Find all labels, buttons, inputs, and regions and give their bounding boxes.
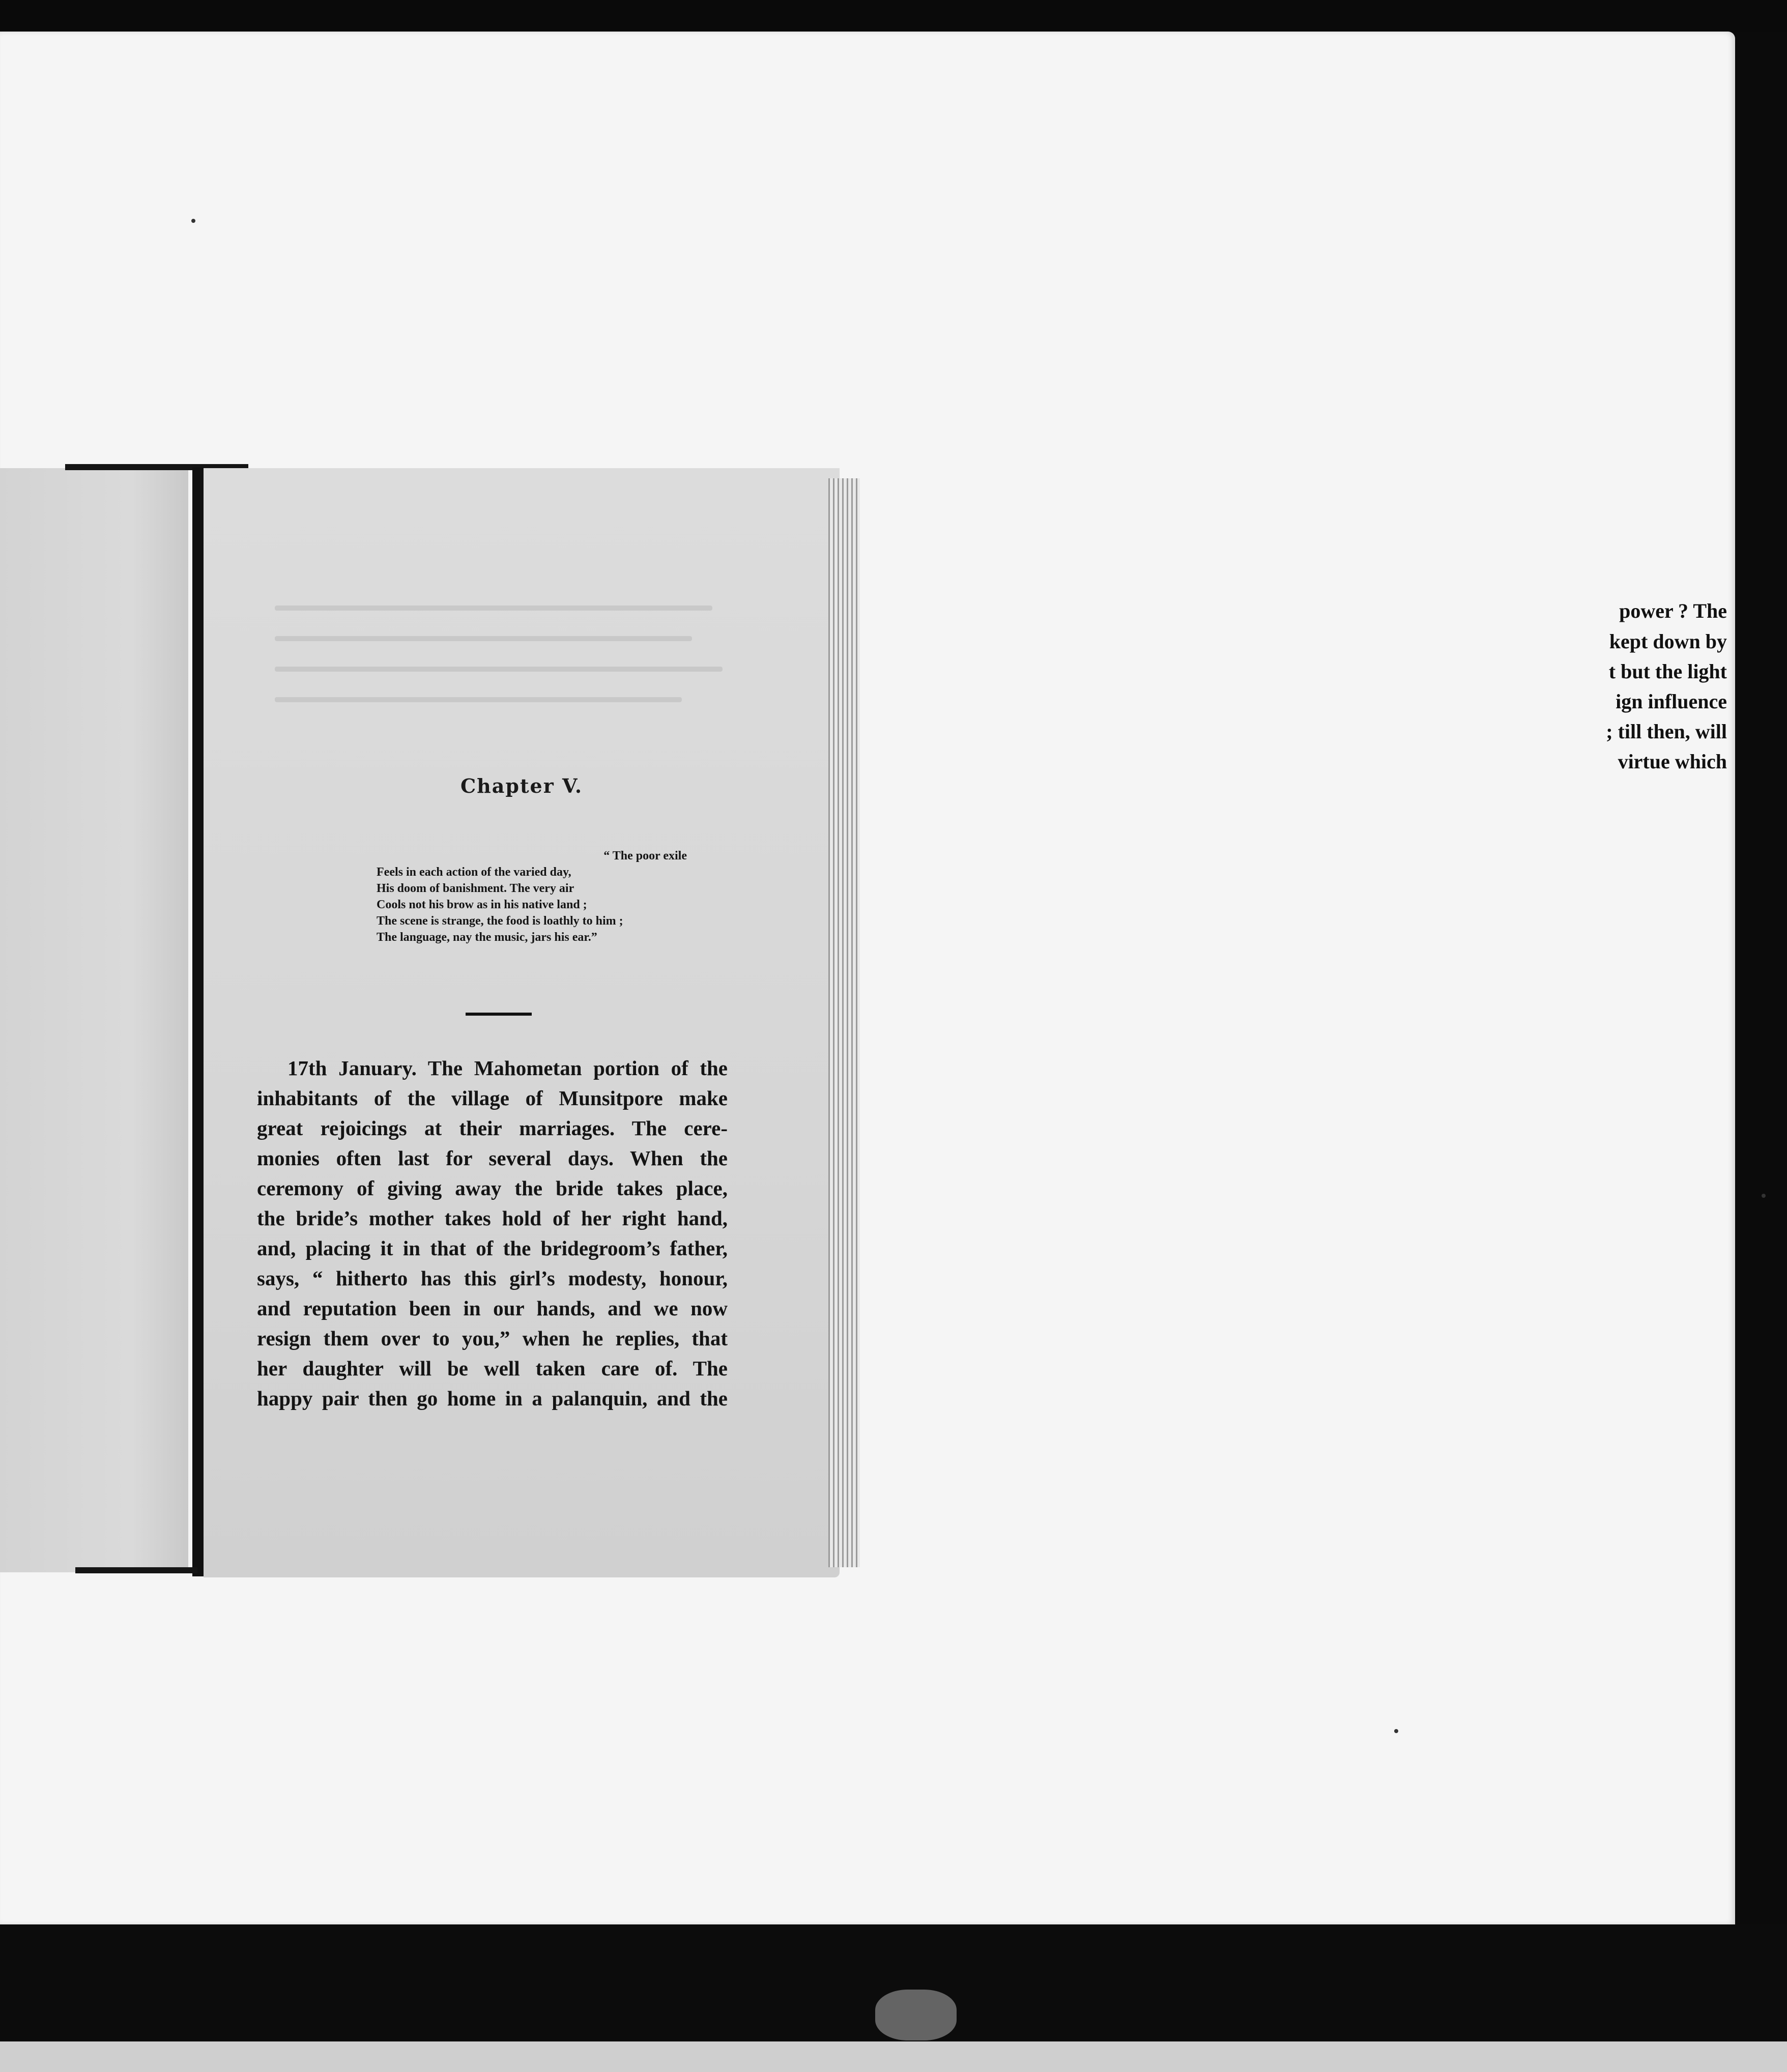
left-page [0,468,188,1572]
scanner-bottom-strip [0,2041,1787,2072]
dust-speck [1762,1194,1766,1198]
body-line: says, “ hitherto has this girl’s modesty, honour, [257,1267,728,1290]
left-page-line: ign influence [1616,690,1727,713]
body-line: great rejoicings at their marriages. The cere- [257,1116,728,1140]
body-line: ceremony of giving away the bride takes place, [257,1176,728,1200]
page-edges [828,478,860,1567]
body-line: and, placing it in that of the bridegroom’s father, [257,1236,728,1260]
chapter-body-text [257,1053,728,1414]
body-line: happy pair then go home in a palanquin, and the [257,1387,728,1410]
epigraph-line: Cools not his brow as in his native land ; [377,898,587,911]
left-page-line: kept down by [1609,630,1727,653]
scanner-top-border [0,0,1787,32]
body-line: the bride’s mother takes hold of her right hand, [257,1206,728,1230]
dust-speck [191,219,195,223]
show-through-text [275,667,723,672]
chapter-title: Chapter V. [460,774,583,797]
scan-smudge [875,1990,957,2040]
show-through-text [275,606,712,611]
left-page-line: virtue which [1618,750,1727,773]
section-divider-rule [466,1013,532,1016]
epigraph-line: His doom of banishment. The very air [377,882,574,895]
body-line: her daughter will be well taken care of. The [257,1357,728,1380]
book-spine-gutter [192,467,204,1576]
epigraph-line: Feels in each action of the varied day, [377,866,571,879]
left-page-line: t but the light [1608,660,1727,683]
left-page-line: power ? The [1619,599,1727,622]
body-line: monies often last for several days. When the [257,1146,728,1170]
left-page-line: ; till then, will [1606,720,1727,743]
show-through-text [275,636,692,641]
body-line: inhabitants of the village of Munsitpore make [257,1086,728,1110]
epigraph-line: The language, nay the music, jars his ear.” [377,931,597,944]
body-line: resign them over to you,” when he replies, that [257,1327,728,1350]
body-line: 17th January. The Mahometan portion of the [287,1056,728,1080]
epigraph-line: “ The poor exile [603,849,687,862]
binding-bottom-edge [75,1567,197,1573]
body-line: and reputation been in our hands, and we now [257,1297,728,1320]
show-through-text [275,697,682,702]
dust-speck [1394,1729,1398,1733]
epigraph-line: The scene is strange, the food is loathly to him ; [377,914,623,928]
epigraph [377,848,702,945]
